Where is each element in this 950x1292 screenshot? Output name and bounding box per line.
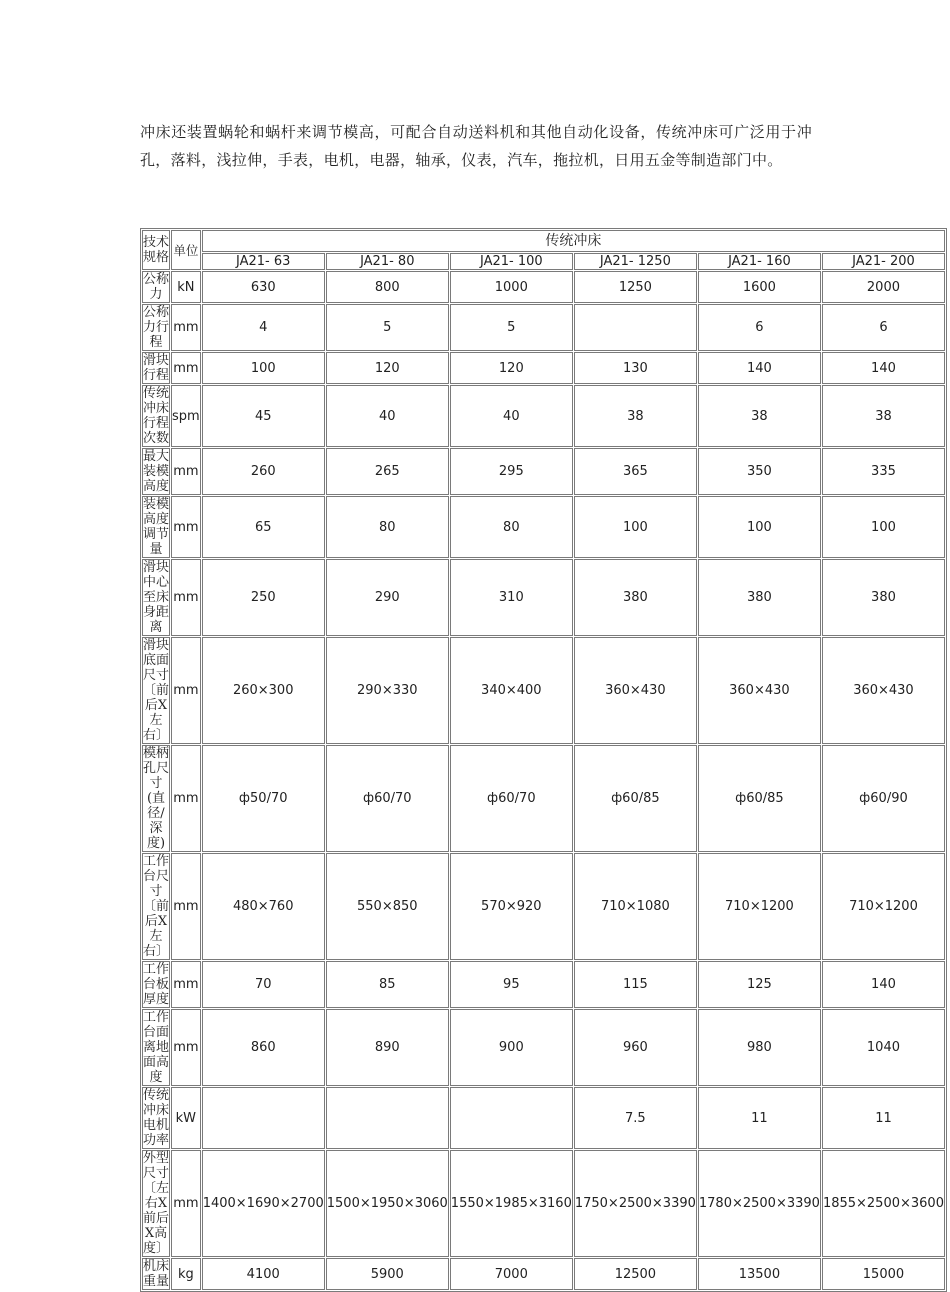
row-unit: mm: [171, 1009, 201, 1086]
value-cell: 550×850: [326, 853, 449, 960]
value-cell: 260×300: [202, 637, 325, 744]
row-label: 滑块底面尺寸〔前后X左右〕: [143, 638, 170, 743]
value-cell: 380: [822, 559, 945, 636]
table-row: [142, 385, 945, 447]
value-cell: 95: [450, 961, 573, 1008]
value-cell: 290×330: [326, 637, 449, 744]
table-row: [142, 352, 945, 384]
value-cell: 250: [202, 559, 325, 636]
value-cell: 12500: [574, 1258, 697, 1290]
value-cell: [574, 304, 697, 351]
header-unit: 单位: [171, 230, 201, 270]
value-cell: 570×920: [450, 853, 573, 960]
value-cell: 80: [450, 496, 573, 558]
value-cell: 380: [698, 559, 821, 636]
table-row: [142, 1258, 945, 1290]
table-row: [142, 304, 945, 351]
model-header-row: [142, 253, 945, 270]
value-cell: 1780×2500×3390: [698, 1150, 821, 1257]
table-row: [142, 745, 945, 852]
value-cell: 100: [822, 496, 945, 558]
row-unit: mm: [171, 496, 201, 558]
value-cell: ф60/85: [574, 745, 697, 852]
value-cell: 710×1080: [574, 853, 697, 960]
press-spec-table: [140, 228, 947, 1292]
table-row: [142, 496, 945, 558]
intro-paragraph: 冲床还装置蜗轮和蜗杆来调节模高，可配合自动送料机和其他自动化设备，传统冲床可广泛用于冲孔，落料，浅拉伸，手表，电机，电器，轴承，仪表，汽车，拖拉机，日用五金等制造部门中。: [140, 123, 812, 169]
value-cell: 5: [450, 304, 573, 351]
value-cell: 360×430: [698, 637, 821, 744]
value-cell: 40: [450, 385, 573, 447]
value-cell: 710×1200: [698, 853, 821, 960]
value-cell: 100: [202, 352, 325, 384]
value-cell: 6: [698, 304, 821, 351]
value-cell: 260: [202, 448, 325, 495]
row-label: 外型尺寸〔左右X前后X高度〕: [143, 1151, 170, 1256]
value-cell: 900: [450, 1009, 573, 1086]
value-cell: 140: [822, 352, 945, 384]
table-header-row: [142, 230, 945, 252]
value-cell: 2000: [822, 271, 945, 303]
row-unit: kW: [171, 1087, 201, 1149]
row-label: 滑块中心至床身距离: [143, 560, 170, 635]
row-unit: mm: [171, 1150, 201, 1257]
row-unit: kN: [171, 271, 201, 303]
table-row: [142, 448, 945, 495]
row-label: 传统冲床行程次数: [143, 386, 170, 446]
model-header: JA21- 1250: [574, 253, 697, 270]
row-label: 模柄孔尺寸(直径/深度): [143, 746, 170, 851]
table-row: [142, 1087, 945, 1149]
value-cell: [326, 1087, 449, 1149]
value-cell: 120: [450, 352, 573, 384]
row-unit: mm: [171, 637, 201, 744]
row-label: 装模高度调节量: [143, 497, 170, 557]
row-unit: kg: [171, 1258, 201, 1290]
value-cell: 1250: [574, 271, 697, 303]
value-cell: 13500: [698, 1258, 821, 1290]
value-cell: 120: [326, 352, 449, 384]
value-cell: 38: [698, 385, 821, 447]
row-label: 最大装模高度: [143, 449, 170, 494]
value-cell: 15000: [822, 1258, 945, 1290]
header-group: 传统冲床: [202, 230, 945, 252]
value-cell: 265: [326, 448, 449, 495]
row-label: 公称力行程: [143, 305, 170, 350]
value-cell: 1855×2500×3600: [822, 1150, 945, 1257]
value-cell: 980: [698, 1009, 821, 1086]
value-cell: ф60/70: [450, 745, 573, 852]
value-cell: [450, 1087, 573, 1149]
value-cell: 290: [326, 559, 449, 636]
value-cell: 360×430: [574, 637, 697, 744]
value-cell: 4100: [202, 1258, 325, 1290]
value-cell: 1400×1690×2700: [202, 1150, 325, 1257]
row-unit: mm: [171, 448, 201, 495]
value-cell: ф60/90: [822, 745, 945, 852]
row-unit: spm: [171, 385, 201, 447]
table-row: [142, 1150, 945, 1257]
value-cell: ф60/70: [326, 745, 449, 852]
value-cell: 45: [202, 385, 325, 447]
value-cell: 890: [326, 1009, 449, 1086]
value-cell: 480×760: [202, 853, 325, 960]
header-spec: 技术规格: [142, 230, 170, 270]
row-unit: mm: [171, 961, 201, 1008]
value-cell: 130: [574, 352, 697, 384]
row-label: 公称力: [143, 272, 170, 302]
value-cell: 7.5: [574, 1087, 697, 1149]
value-cell: 1500×1950×3060: [326, 1150, 449, 1257]
value-cell: 6: [822, 304, 945, 351]
row-unit: mm: [171, 559, 201, 636]
model-header: JA21- 80: [326, 253, 449, 270]
value-cell: 85: [326, 961, 449, 1008]
row-unit: mm: [171, 745, 201, 852]
value-cell: 710×1200: [822, 853, 945, 960]
value-cell: 7000: [450, 1258, 573, 1290]
model-header: JA21- 160: [698, 253, 821, 270]
value-cell: 960: [574, 1009, 697, 1086]
value-cell: 4: [202, 304, 325, 351]
value-cell: 65: [202, 496, 325, 558]
table-row: [142, 1009, 945, 1086]
value-cell: 100: [698, 496, 821, 558]
model-header: JA21- 100: [450, 253, 573, 270]
value-cell: 1000: [450, 271, 573, 303]
value-cell: 140: [822, 961, 945, 1008]
row-label: 工作台尺寸〔前后X左右〕: [143, 854, 170, 959]
value-cell: [202, 1087, 325, 1149]
table-row: [142, 559, 945, 636]
row-label: 机床重量: [143, 1259, 170, 1289]
value-cell: 335: [822, 448, 945, 495]
value-cell: 11: [698, 1087, 821, 1149]
model-header: JA21- 63: [202, 253, 325, 270]
value-cell: 115: [574, 961, 697, 1008]
value-cell: 860: [202, 1009, 325, 1086]
value-cell: 350: [698, 448, 821, 495]
table-row: [142, 853, 945, 960]
table-row: [142, 271, 945, 303]
value-cell: 340×400: [450, 637, 573, 744]
value-cell: 5: [326, 304, 449, 351]
value-cell: 40: [326, 385, 449, 447]
value-cell: 1600: [698, 271, 821, 303]
value-cell: 1750×2500×3390: [574, 1150, 697, 1257]
value-cell: 80: [326, 496, 449, 558]
row-label: 工作台板厚度: [143, 962, 170, 1007]
value-cell: 100: [574, 496, 697, 558]
row-label: 工作台面离地面高度: [143, 1010, 170, 1085]
value-cell: 360×430: [822, 637, 945, 744]
row-label: 传统冲床电机功率: [143, 1088, 170, 1148]
row-unit: mm: [171, 853, 201, 960]
value-cell: 11: [822, 1087, 945, 1149]
value-cell: 70: [202, 961, 325, 1008]
value-cell: 125: [698, 961, 821, 1008]
value-cell: 140: [698, 352, 821, 384]
value-cell: 38: [574, 385, 697, 447]
value-cell: 1550×1985×3160: [450, 1150, 573, 1257]
value-cell: 1040: [822, 1009, 945, 1086]
value-cell: 38: [822, 385, 945, 447]
value-cell: 365: [574, 448, 697, 495]
table-row: [142, 637, 945, 744]
value-cell: 310: [450, 559, 573, 636]
value-cell: ф60/85: [698, 745, 821, 852]
model-header: JA21- 200: [822, 253, 945, 270]
value-cell: 295: [450, 448, 573, 495]
value-cell: 380: [574, 559, 697, 636]
value-cell: 5900: [326, 1258, 449, 1290]
row-unit: mm: [171, 304, 201, 351]
row-unit: mm: [171, 352, 201, 384]
value-cell: 800: [326, 271, 449, 303]
row-label: 滑块行程: [143, 353, 170, 383]
value-cell: 630: [202, 271, 325, 303]
value-cell: ф50/70: [202, 745, 325, 852]
table-row: [142, 961, 945, 1008]
